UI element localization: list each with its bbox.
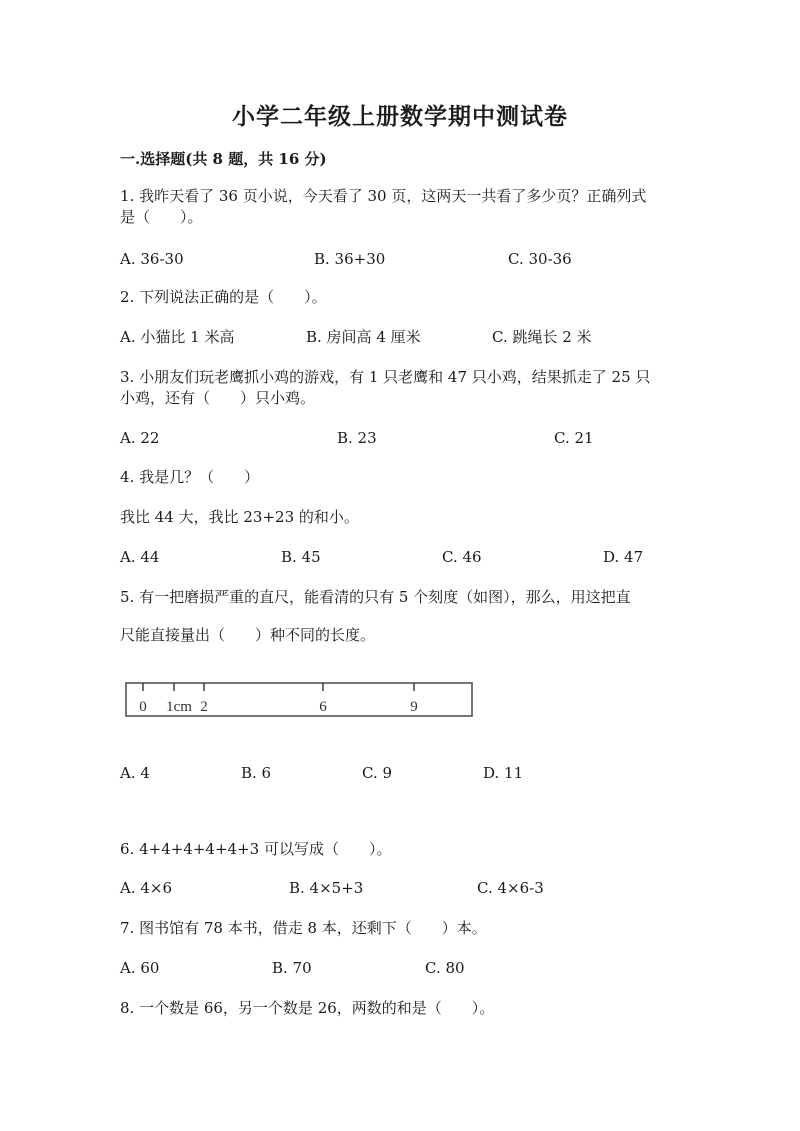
question-8 [120,998,680,1019]
question-1-line1: 1. 我昨天看了 36 页小说，今天看了 30 页，这两天一共看了多少页？正确列式 [120,187,647,205]
q6-option-b: B. 4×5+3 [289,879,364,897]
q2-option-b: B. 房间高 4 厘米 [306,328,421,346]
question-5-cont [120,625,680,646]
question-2 [120,287,680,308]
ruler-label-6: 6 [319,699,327,715]
q4-option-c: C. 46 [442,548,482,566]
question-5-line1: 5. 有一把磨损严重的直尺，能看清的只有 5 个刻度（如图），那么，用这把直 [120,588,631,606]
question-3-line1: 3. 小朋友们玩老鹰抓小鸡的游戏，有 1 只老鹰和 47 只小鸡，结果抓走了 25 只 [120,368,651,386]
question-7 [120,918,680,939]
q3-option-a: A. 22 [120,429,160,447]
q1-option-a: A. 36-30 [120,250,184,268]
q4-option-a: A. 44 [120,548,160,566]
ruler-label-2: 2 [200,699,208,715]
question-4-line1: 4. 我是几？（ ） [120,468,260,486]
question-7-line1: 7. 图书馆有 78 本书，借走 8 本，还剩下（ ）本。 [120,919,487,937]
q5-option-d: D. 11 [483,764,524,782]
q7-option-c: C. 80 [425,959,465,977]
q5-option-b: B. 6 [241,764,272,782]
q5-option-a: A. 4 [120,764,150,782]
q6-option-a: A. 4×6 [120,879,173,897]
question-5-line2: 尺能直接量出（ ）种不同的长度。 [120,626,376,644]
ruler-label-1cm: 1cm [166,699,192,715]
q1-option-c: C. 30-36 [508,250,572,268]
question-4-statement [120,507,680,528]
question-2-line1: 2. 下列说法正确的是（ ）。 [120,288,327,306]
q6-option-c: C. 4×6-3 [477,879,544,897]
question-6-line1: 6. 4+4+4+4+4+3 可以写成（ ）。 [120,840,392,858]
q3-option-c: C. 21 [554,429,594,447]
ruler-figure [125,681,475,721]
question-4 [120,467,680,488]
question-5 [120,587,680,608]
q2-option-c: C. 跳绳长 2 米 [492,328,592,346]
q4-option-b: B. 45 [281,548,321,566]
question-4-line2: 我比 44 大，我比 23+23 的和小。 [120,508,359,526]
q4-option-d: D. 47 [603,548,644,566]
question-8-line1: 8. 一个数是 66，另一个数是 26，两数的和是（ ）。 [120,999,495,1017]
q1-option-b: B. 36+30 [314,250,386,268]
question-3-line2: 小鸡，还有（ ）只小鸡。 [120,389,316,407]
question-1-line2: 是（ ）。 [120,208,203,226]
q2-option-a: A. 小猫比 1 米高 [120,328,235,346]
question-1 [120,186,680,228]
question-6 [120,839,680,860]
q5-option-c: C. 9 [362,764,393,782]
q7-option-a: A. 60 [120,959,160,977]
page-title: 小学二年级上册数学期中测试卷 [232,103,568,130]
question-3 [120,367,680,409]
q7-option-b: B. 70 [272,959,312,977]
q3-option-b: B. 23 [337,429,377,447]
section-heading: 一.选择题(共 8 题，共 16 分) [120,150,327,168]
ruler-label-0: 0 [139,699,147,715]
ruler-label-9: 9 [410,699,418,715]
